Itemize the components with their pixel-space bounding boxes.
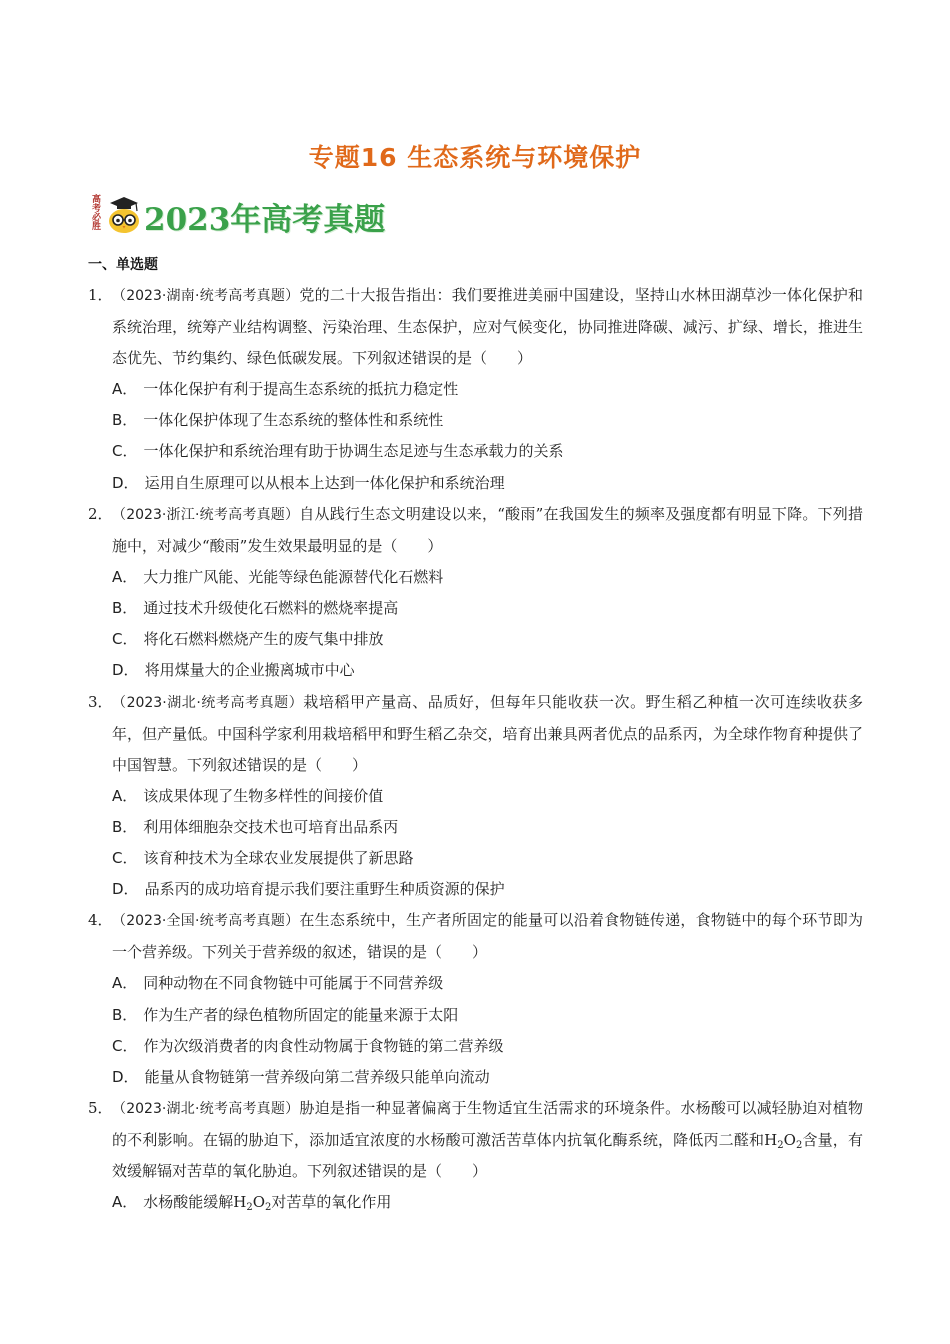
question-number: 5． (88, 1099, 113, 1118)
question-4 (88, 905, 863, 1093)
question-text: 党的二十大报告指出：我们要推进美丽中国建设，坚持山水林田湖草沙一体化保护和系统治理，统筹产业结构调整、污染治理、生态保护，应对气候变化，协同推进降碳、减污、扩绿、增长，推进生态优先、节约集约、绿色低碳发展。下列叙述错误的是（ ） (112, 286, 864, 367)
option-text: 该育种技术为全球农业发展提供了新思路 (143, 849, 414, 868)
page-title: 专题16 生态系统与环境保护 (308, 143, 642, 172)
option-text: 作为生产者的绿色植物所固定的能量来源于太阳 (143, 1005, 459, 1024)
option-letter: A． (112, 567, 138, 586)
option-letter: C． (112, 442, 138, 461)
question-text-part: O (783, 1131, 796, 1150)
question-stem (88, 499, 863, 562)
option-b (88, 593, 863, 624)
banner-title: 2023年高考真题 (144, 202, 386, 238)
option-a (88, 781, 863, 812)
option-letter: B． (112, 599, 138, 618)
option-a (88, 374, 863, 405)
option-text: 一体化保护有利于提高生态系统的抵抗力稳定性 (143, 380, 459, 398)
option-d (88, 874, 863, 905)
option-text-part: 对苦草的氧化作用 (271, 1193, 392, 1212)
option-letter: D． (112, 473, 139, 492)
option-c (88, 843, 863, 874)
option-b (88, 812, 863, 843)
question-3 (88, 687, 863, 906)
question-text: 栽培稻甲产量高、品质好，但每年只能收获一次。野生稻乙种植一次可连续收获多年，但产量低。中国科学家利用栽培稻甲和野生稻乙杂交，培育出兼具两者优点的品系丙，为全球作物育种提供了中国智慧。下列叙述错误的是（ ） (112, 692, 863, 774)
option-a (88, 562, 863, 593)
banner-side-text: 高考必胜 (90, 194, 100, 230)
question-source: （2023·浙江·统考高考真题） (112, 506, 300, 523)
option-a (88, 1187, 863, 1218)
question-source: （2023·湖北·统考高考真题） (112, 694, 304, 711)
option-letter: A． (112, 380, 138, 398)
option-text: 品系丙的成功培育提示我们要注重野生种质资源的保护 (144, 880, 505, 899)
option-text: 运用自生原理可以从根本上达到一体化保护和系统治理 (144, 473, 505, 492)
option-text-part: O (252, 1193, 266, 1212)
subscript: 2 (246, 1202, 253, 1214)
option-text: 将用煤量大的企业搬离城市中心 (144, 661, 355, 680)
option-text: 利用体细胞杂交技术也可培育出品系丙 (143, 817, 399, 836)
question-text: 在生态系统中，生产者所固定的能量可以沿着食物链传递，食物链中的每个环节即为一个营养级。下列关于营养级的叙述，错误的是（ ） (112, 911, 864, 962)
option-text: 一体化保护体现了生态系统的整体性和系统性 (143, 411, 444, 430)
subscript: 2 (777, 1140, 784, 1152)
question-stem (88, 280, 863, 374)
option-text: 能量从食物链第一营养级向第二营养级只能单向流动 (144, 1068, 490, 1087)
option-text: 一体化保护和系统治理有助于协调生态足迹与生态承载力的关系 (143, 442, 564, 461)
question-5 (88, 1093, 863, 1218)
question-stem (88, 687, 863, 781)
question-source: （2023·湖南·统考高考真题） (112, 288, 300, 304)
option-letter: C． (112, 630, 138, 649)
option-text: 将化石燃料燃烧产生的废气集中排放 (143, 630, 384, 649)
question-text-part: 胁迫是指一种显著偏离于生物适宜生活需求的环境条件。水杨酸可以减轻胁迫对植物的不利影响。在镉的胁迫下，添加适宜浓度的水杨酸可激活苦草体内抗氧化酶系统，降低丙二醛和H (112, 1099, 864, 1150)
option-c (88, 1031, 863, 1062)
question-stem (88, 905, 863, 968)
question-stem (88, 1093, 863, 1187)
question-source: （2023·湖北·统考高考真题） (112, 1101, 300, 1118)
question-source: （2023·全国·统考高考真题） (112, 913, 300, 930)
option-letter: D． (112, 880, 139, 899)
subscript: 2 (265, 1202, 272, 1214)
option-letter: D． (112, 661, 139, 680)
option-text: 大力推广风能、光能等绿色能源替代化石燃料 (143, 567, 444, 586)
option-letter: C． (112, 1036, 138, 1055)
question-text: 自从践行生态文明建设以来，“酸雨”在我国发生的频率及强度都有明显下降。下列措施中，对减少“酸雨”发生效果最明显的是（ ） (112, 504, 864, 555)
subscript: 2 (795, 1140, 803, 1152)
question-number: 4． (88, 911, 113, 930)
option-letter: B． (112, 1005, 138, 1024)
question-text-part: 含量，有效缓解镉对苦草的氧化胁迫。下列叙述错误的是（ ） (112, 1131, 863, 1181)
option-letter: B． (112, 411, 138, 430)
question-2 (88, 499, 863, 687)
option-letter: A． (112, 786, 138, 805)
section-heading: 一、单选题 (88, 257, 158, 273)
option-text-part: 水杨酸能缓解H (143, 1193, 247, 1212)
option-letter: B． (112, 817, 138, 836)
option-b (88, 405, 863, 436)
section-banner (86, 190, 406, 240)
question-1 (88, 280, 863, 499)
option-d (88, 655, 863, 686)
option-text: 该成果体现了生物多样性的间接价值 (143, 786, 384, 805)
option-letter: D． (112, 1068, 139, 1087)
option-d (88, 1062, 863, 1093)
option-a (88, 968, 863, 999)
option-letter: A． (112, 974, 138, 993)
option-letter: A． (112, 1193, 138, 1212)
option-d (88, 468, 863, 499)
option-letter: C． (112, 849, 138, 868)
option-text: 同种动物在不同食物链中可能属于不同营养级 (143, 974, 444, 993)
option-text: 作为次级消费者的肉食性动物属于食物链的第二营养级 (143, 1036, 504, 1055)
option-text: 通过技术升级使化石燃料的燃烧率提高 (143, 599, 399, 618)
option-c (88, 624, 863, 655)
question-number: 2． (88, 504, 113, 523)
question-number: 3． (88, 692, 113, 711)
question-list (88, 280, 863, 1218)
question-number: 1． (88, 286, 113, 304)
option-c (88, 436, 863, 467)
option-b (88, 1000, 863, 1031)
graduate-owl-icon (106, 194, 142, 234)
